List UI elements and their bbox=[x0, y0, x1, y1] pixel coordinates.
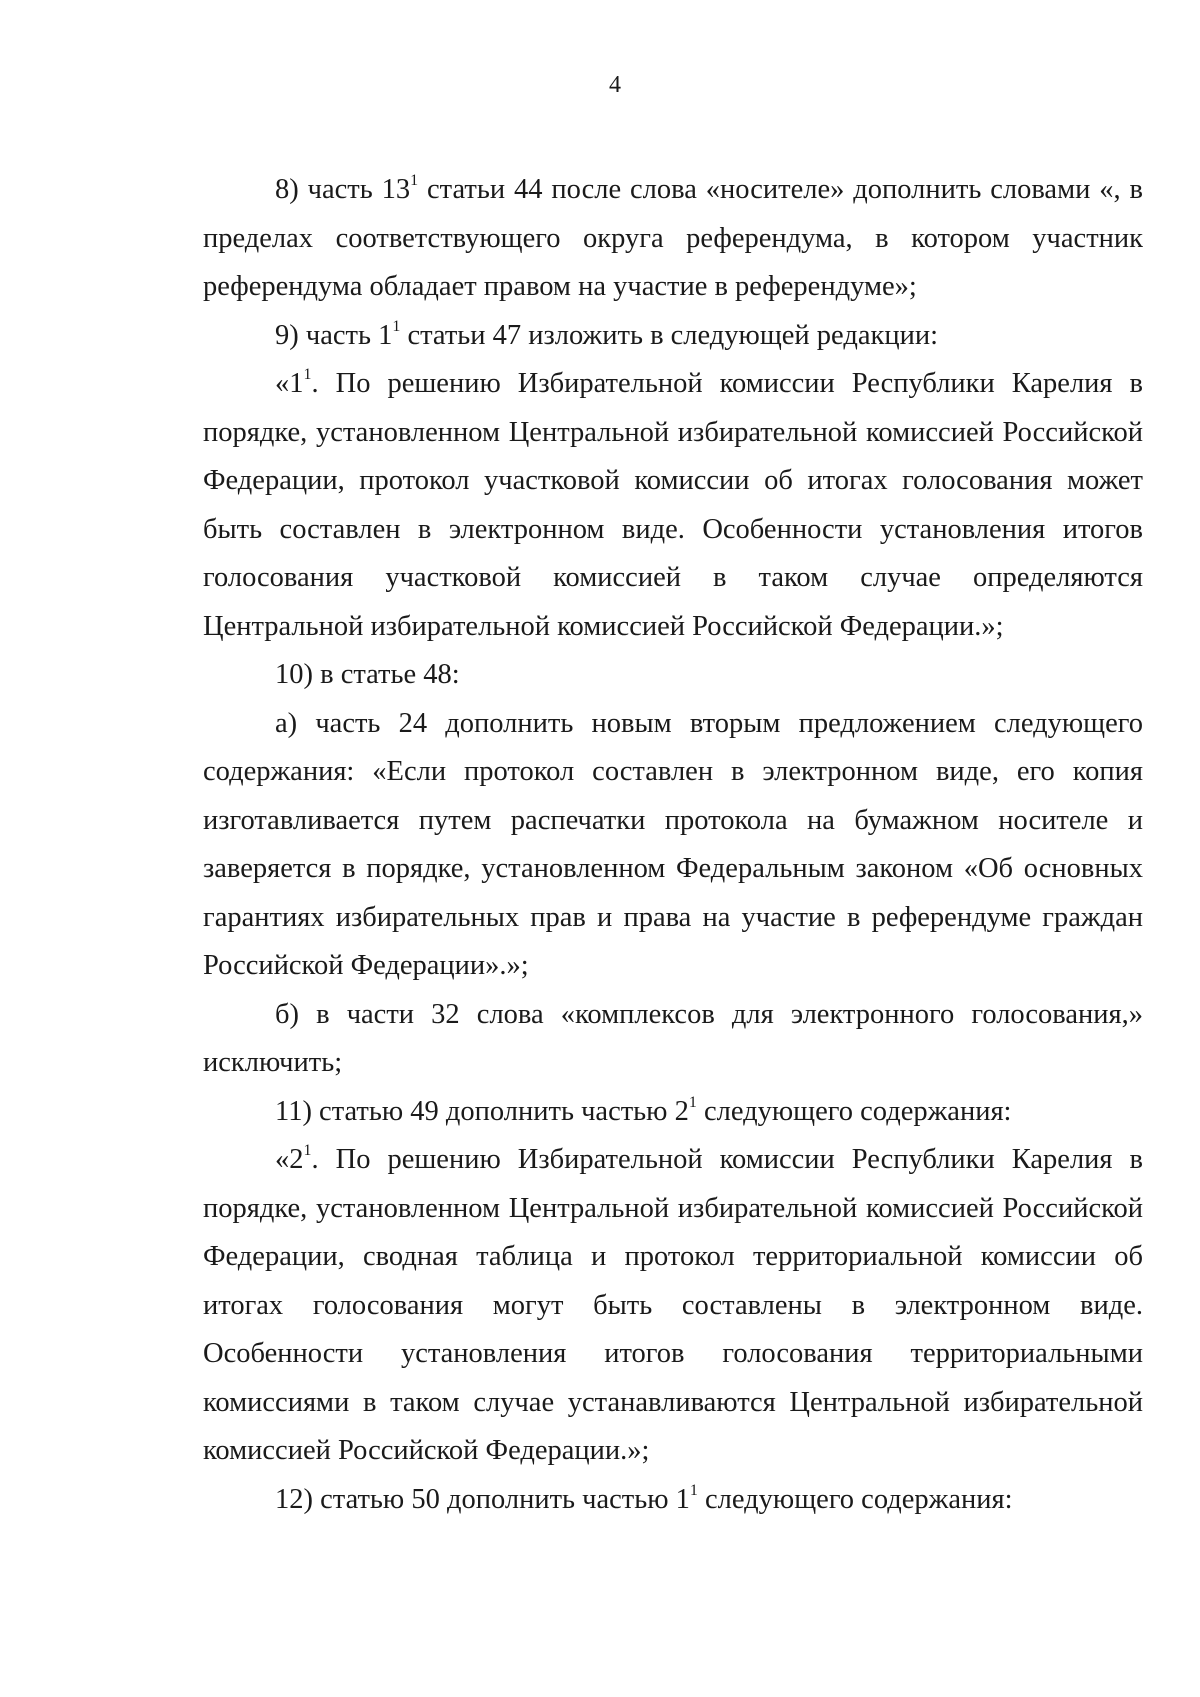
paragraph-part-1-1 bbox=[203, 360, 1143, 651]
paragraph-item-11 bbox=[203, 1088, 1143, 1137]
paragraph-text-start: «2 bbox=[275, 1144, 304, 1175]
paragraph-text-start: 12) статью 50 дополнить частью 1 bbox=[275, 1483, 690, 1515]
paragraph-text-end: статьи 47 изложить в следующей редакции: bbox=[400, 319, 939, 351]
paragraph-text-end: . По решению Избирательной комиссии Республики Карелия в порядке, установленном Центральной избирательной комиссией Российской Федерации, сводная таблица и протокол территориальной комиссии об итогах голосования могут быть составлены в электронном виде. Особенности установления итогов голосования территориальными комиссиями в таком случае устанавливаются Центральной избирательной комиссией Российской Федерации.»; bbox=[203, 1144, 1143, 1466]
superscript-index: 1 bbox=[303, 366, 312, 383]
paragraph-subitem-b bbox=[203, 991, 1143, 1088]
paragraph-text-start: 9) часть 1 bbox=[275, 319, 393, 351]
paragraph-text-end: следующего содержания: bbox=[696, 1095, 1012, 1127]
paragraph-item-9 bbox=[203, 312, 1143, 361]
paragraph-text-end: следующего содержания: bbox=[697, 1483, 1013, 1515]
paragraph-subitem-a bbox=[203, 700, 1143, 991]
paragraph-text-start: 11) статью 49 дополнить частью 2 bbox=[275, 1095, 689, 1127]
paragraph-text-start: «1 bbox=[275, 368, 304, 399]
paragraph-item-10 bbox=[203, 651, 1143, 700]
superscript-index: 1 bbox=[410, 172, 419, 189]
superscript-index: 1 bbox=[689, 1481, 698, 1499]
paragraph-text-start: 8) часть 13 bbox=[275, 174, 411, 205]
paragraph-part-2-1 bbox=[203, 1136, 1143, 1476]
superscript-index: 1 bbox=[688, 1093, 697, 1111]
paragraph-text-end: статьи 44 после слова «носителе» дополнить словами «, в пределах соответствующего округа референдума, в котором участник референдума обладает правом на участие в референдуме»; bbox=[203, 174, 1143, 302]
page-number: 4 bbox=[609, 72, 621, 98]
superscript-index: 1 bbox=[303, 1142, 312, 1159]
document-body bbox=[203, 166, 1143, 1524]
paragraph-text: 10) в статье 48: bbox=[275, 659, 460, 690]
paragraph-text: а) часть 24 дополнить новым вторым предложением следующего содержания: «Если протокол составлен в электронном виде, его копия изготавливается путем распечатки протокола на бумажном носителе и заверяется в порядке, установленном Федеральным законом «Об основных гарантиях избирательных прав и права на участие в референдуме граждан Российской Федерации».»; bbox=[203, 707, 1143, 981]
paragraph-text: б) в части 32 слова «комплексов для электронного голосования,» исключить; bbox=[203, 998, 1143, 1078]
paragraph-text-end: . По решению Избирательной комиссии Республики Карелия в порядке, установленном Центральной избирательной комиссией Российской Федерации, протокол участковой комиссии об итогах голосования может быть составлен в электронном виде. Особенности установления итогов голосования участковой комиссией в таком случае определяются Центральной избирательной комиссией Российской Федерации.»; bbox=[203, 368, 1143, 642]
superscript-index: 1 bbox=[392, 317, 401, 335]
paragraph-item-12 bbox=[203, 1476, 1143, 1525]
paragraph-item-8 bbox=[203, 166, 1143, 312]
